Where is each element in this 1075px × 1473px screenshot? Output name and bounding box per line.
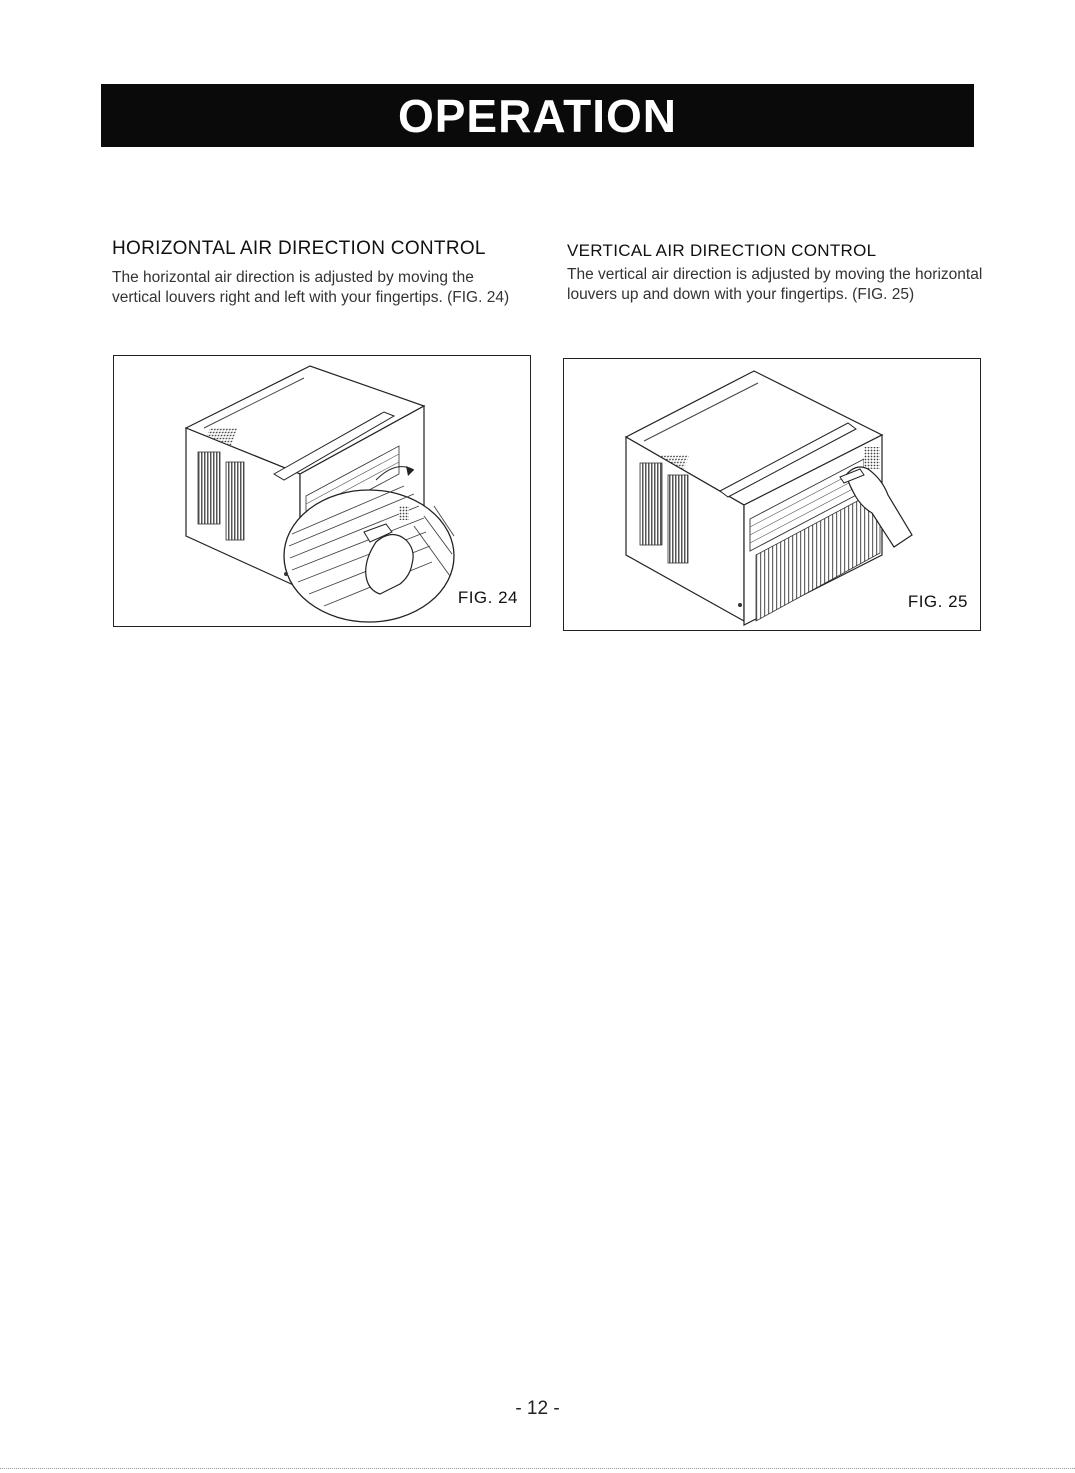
air-conditioner-louver-illustration (114, 356, 530, 626)
figure-label: FIG. 25 (907, 592, 968, 611)
page-title: OPERATION (397, 89, 678, 142)
section-heading: HORIZONTAL AIR DIRECTION CONTROL (112, 238, 486, 259)
section-body: The horizontal air direction is adjusted by moving the vertical louvers right and left with your fingertips. (FIG. 24) (112, 269, 510, 306)
air-conditioner-louver-illustration (564, 359, 980, 630)
bottom-divider (0, 1468, 1075, 1469)
title-banner (101, 84, 974, 147)
figure-label: FIG. 24 (457, 588, 518, 607)
figure-24 (113, 355, 531, 627)
section-heading: VERTICAL AIR DIRECTION CONTROL (567, 241, 877, 260)
section-vertical (567, 241, 987, 305)
figure-25 (563, 358, 981, 631)
section-horizontal (112, 238, 532, 308)
page-number: - 12 - (515, 1398, 560, 1419)
section-body: The vertical air direction is adjusted by moving the horizontal louvers up and down with your fingertips. (FIG. 25) (567, 266, 983, 303)
